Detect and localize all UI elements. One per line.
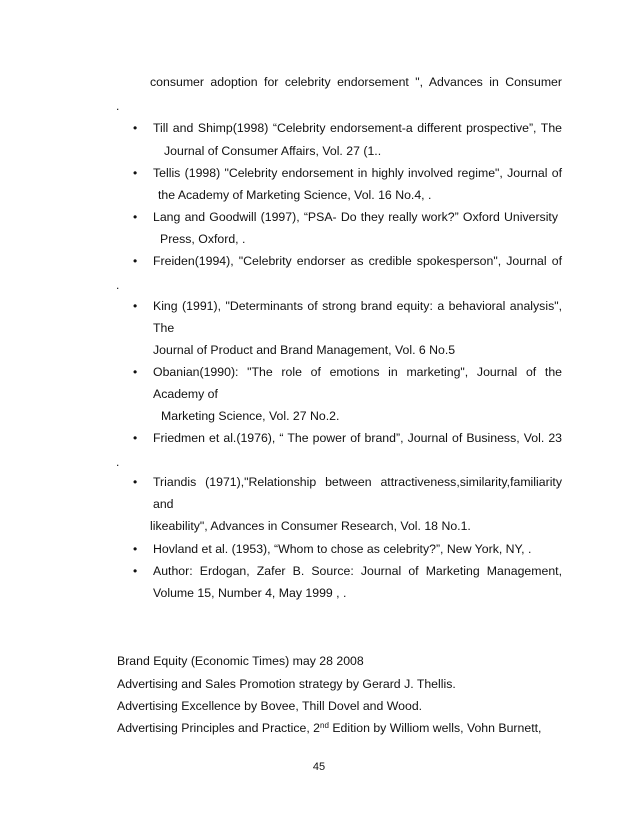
- reference-item-hovland: Hovland et al. (1953), “Whom to chose as celebrity?”, New York, NY, .: [153, 542, 532, 556]
- bullet-icon: •: [133, 542, 138, 556]
- reference-fragment: consumer adoption for celebrity endorsement ", Advances in Consumer: [150, 75, 562, 89]
- bibliography-item: Advertising and Sales Promotion strategy by Gerard J. Thellis.: [117, 677, 456, 691]
- reference-item-lang-goodwill: Lang and Goodwill (1997), “PSA- Do they really work?” Oxford University: [153, 210, 558, 224]
- reference-item-obanian: Obanian(1990): "The role of emotions in marketing", Journal of the: [153, 365, 562, 379]
- bullet-icon: •: [133, 431, 138, 445]
- reference-item-obanian-cont: Marketing Science, Vol. 27 No.2.: [161, 409, 340, 423]
- bibliography-item: Advertising Excellence by Bovee, Thill Dovel and Wood.: [117, 699, 423, 713]
- stray-period: .: [116, 455, 120, 469]
- bullet-icon: •: [133, 299, 138, 313]
- bullet-icon: •: [133, 121, 138, 135]
- reference-item-king-cont: The: [153, 321, 175, 335]
- bibliography-item-text: Advertising Principles and Practice, 2: [117, 721, 320, 735]
- bibliography-item-text: Edition by Williom wells, Vohn Burnett,: [328, 721, 542, 735]
- reference-item-friedmen: Friedmen et al.(1976), “ The power of brand”, Journal of Business, Vol. 23: [153, 431, 562, 445]
- reference-item-king-cont: Journal of Product and Brand Management, Vol. 6 No.5: [153, 343, 456, 357]
- stray-period: .: [116, 278, 120, 292]
- reference-item-freiden: Freiden(1994), "Celebrity endorser as credible spokesperson", Journal of: [153, 254, 562, 268]
- reference-item-erdogan: Author: Erdogan, Zafer B. Source: Journal of Marketing Management,: [153, 564, 562, 578]
- reference-item-till-shimp: Till and Shimp(1998) “Celebrity endorsement-a different prospective”, The: [153, 121, 562, 135]
- reference-item-erdogan-cont: Volume 15, Number 4, May 1999 , .: [153, 586, 347, 600]
- reference-item-tellis: Tellis (1998) "Celebrity endorsement in highly involved regime", Journal of: [153, 166, 562, 180]
- reference-item-till-shimp-cont: Journal of Consumer Affairs, Vol. 27 (1..: [164, 144, 382, 158]
- bullet-icon: •: [133, 166, 138, 180]
- bibliography-item: [117, 720, 541, 736]
- bibliography-item: Brand Equity (Economic Times) may 28 2008: [117, 654, 364, 668]
- reference-item-triandis: Triandis (1971),"Relationship between attractiveness,similarity,familiarity: [153, 475, 562, 489]
- page-number: 45: [312, 761, 326, 773]
- reference-item-obanian-cont: Academy of: [153, 387, 218, 401]
- bullet-icon: •: [133, 365, 138, 379]
- bullet-icon: •: [133, 210, 138, 224]
- reference-item-triandis-cont: and: [153, 497, 174, 511]
- bullet-icon: •: [133, 475, 138, 489]
- stray-period: .: [116, 99, 120, 113]
- edition-superscript: nd: [320, 721, 329, 730]
- reference-item-tellis-cont: the Academy of Marketing Science, Vol. 16 No.4, .: [158, 188, 432, 202]
- reference-item-king: King (1991), "Determinants of strong brand equity: a behavioral analysis",: [153, 299, 562, 313]
- bullet-icon: •: [133, 254, 138, 268]
- reference-item-triandis-cont: likeability", Advances in Consumer Research, Vol. 18 No.1.: [150, 519, 471, 533]
- bullet-icon: •: [133, 564, 138, 578]
- reference-item-lang-goodwill-cont: Press, Oxford, .: [160, 232, 246, 246]
